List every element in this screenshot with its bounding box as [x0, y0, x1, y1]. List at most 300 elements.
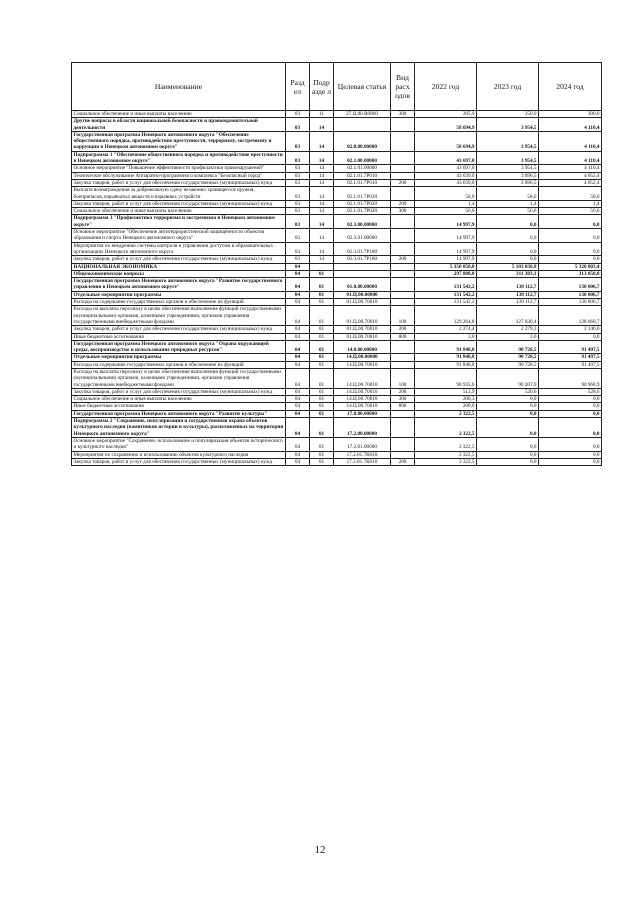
row-year-2023: 130 112,7 — [477, 278, 539, 292]
row-target-article: 01.Ц.00.70010 — [334, 299, 391, 306]
row-year-2023: 0,0 — [477, 410, 539, 417]
row-year-2024: 91 497,5 — [539, 354, 602, 361]
row-name: Мероприятия по сохранению и использованию объектов культурного наследия — [72, 451, 286, 458]
row-year-2024: 4 110,4 — [539, 118, 602, 132]
row-subsection: 01 — [310, 458, 334, 465]
row-year-2023: 0,0 — [477, 256, 539, 263]
row-year-2022: 3,0 — [415, 333, 477, 340]
table-row — [72, 151, 602, 165]
row-year-2023: 3 954,5 — [477, 165, 539, 172]
row-year-2024: 90 968,9 — [539, 368, 602, 388]
header-year-2022: 2022 год — [415, 63, 477, 111]
row-name: Мероприятия по внедрению системы контроля и управления доступом в образовательных организациях Ненецкого автономного округа — [72, 242, 286, 256]
row-subsection: 01 — [310, 396, 334, 403]
row-year-2022: 200,0 — [415, 403, 477, 410]
row-subsection: 01 — [310, 403, 334, 410]
row-section: 03 — [286, 242, 310, 256]
row-subsection: 01 — [310, 410, 334, 417]
table-row — [72, 179, 602, 186]
row-expense-type — [391, 187, 415, 201]
row-name: Отдельные мероприятия программы — [72, 291, 286, 298]
row-section: 04 — [286, 361, 310, 368]
row-year-2022: 58 694,9 — [415, 118, 477, 132]
row-subsection: 14 — [310, 131, 334, 151]
row-target-article: 02.1.00.00000 — [334, 151, 391, 165]
row-section: 03 — [286, 179, 310, 186]
budget-table — [71, 62, 602, 466]
row-year-2024: 1,4 — [539, 200, 602, 207]
row-subsection: 01 — [310, 340, 334, 354]
row-name: Государственная программа Ненецкого автономного округа "Развитие культуры" — [72, 410, 286, 417]
row-year-2022: 91 848,8 — [415, 361, 477, 368]
header-subsection: Подр азде л — [310, 63, 334, 111]
table-row — [72, 340, 602, 354]
row-name: Расходы на содержание государственных органов и обеспечение их функций — [72, 361, 286, 368]
row-year-2024: 0,0 — [539, 418, 602, 438]
row-target-article: 17.2.01.7К010 — [334, 451, 391, 458]
row-section: 04 — [286, 403, 310, 410]
row-target-article: 14.Ц.00.00000 — [334, 354, 391, 361]
row-year-2023: 1,4 — [477, 200, 539, 207]
row-year-2024: 91 497,5 — [539, 340, 602, 354]
row-subsection: 14 — [310, 215, 334, 229]
table-row — [72, 410, 602, 417]
row-subsection: 01 — [310, 418, 334, 438]
row-section: 04 — [286, 278, 310, 292]
row-section: 04 — [286, 333, 310, 340]
header-year-2024: 2024 год — [539, 63, 602, 111]
row-year-2022: 1,4 — [415, 200, 477, 207]
row-year-2023: 56,6 — [477, 208, 539, 215]
table-row — [72, 403, 602, 410]
row-target-article: 01.Ц.00.70010 — [334, 306, 391, 326]
row-year-2022: 2 322,5 — [415, 451, 477, 458]
row-subsection: 01 — [310, 388, 334, 395]
row-subsection: 14 — [310, 200, 334, 207]
row-name: Выплата вознаграждения за добровольную сдачу незаконно хранящегося оружия, боеприпасов, взрывчатых веществ и взрывных устройств — [72, 187, 286, 201]
row-expense-type — [391, 118, 415, 132]
row-name: Иные бюджетные ассигнования — [72, 403, 286, 410]
row-subsection: 01 — [310, 291, 334, 298]
row-year-2024: 58,0 — [539, 187, 602, 201]
row-section: 03 — [286, 187, 310, 201]
row-expense-type: 800 — [391, 403, 415, 410]
row-year-2022: 43 697,0 — [415, 165, 477, 172]
row-expense-type — [391, 229, 415, 243]
table-row — [72, 172, 602, 179]
row-name: Государственная программа Ненецкого автономного округа "Обеспечение общественного порядка, противодействие преступности, терроризму, экстремизму и коррупции в Ненецком автономном округе" — [72, 131, 286, 151]
row-year-2022: 297 808,0 — [415, 270, 477, 277]
table-row — [72, 165, 602, 172]
row-year-2022: 56,6 — [415, 208, 477, 215]
row-section: 03 — [286, 200, 310, 207]
row-year-2023: 130 112,7 — [477, 291, 539, 298]
row-subsection: 14 — [310, 151, 334, 165]
row-name: Закупка товаров, работ и услуг для обеспечения государственных (муниципальных) нужд — [72, 256, 286, 263]
row-year-2022: 43 639,0 — [415, 172, 477, 179]
row-expense-type: 200 — [391, 458, 415, 465]
row-year-2024: 91 497,5 — [539, 361, 602, 368]
row-year-2022: 90 935,6 — [415, 368, 477, 388]
row-subsection: 14 — [310, 242, 334, 256]
row-section: 03 — [286, 229, 310, 243]
table-row — [72, 242, 602, 256]
row-name: Социальное обеспечение и иные выплаты населению — [72, 396, 286, 403]
row-subsection: 01 — [310, 306, 334, 326]
row-year-2022: 512,9 — [415, 388, 477, 395]
row-year-2022: 5 350 056,8 — [415, 263, 477, 270]
row-year-2022: 14 997,9 — [415, 229, 477, 243]
row-year-2024: 0,0 — [539, 333, 602, 340]
row-target-article: 17.2.01.7К010 — [334, 458, 391, 465]
row-target-article: 02.1.01.7Р020 — [334, 200, 391, 207]
row-year-2024: 528,6 — [539, 388, 602, 395]
row-name: Основное мероприятие "Обеспечение антитеррористической защищённости объектов образования и спорта Ненецкого автономного округа" — [72, 229, 286, 243]
row-name: Отдельные мероприятия программы — [72, 354, 286, 361]
row-year-2023: 90 728,5 — [477, 340, 539, 354]
row-year-2023: 3 896,5 — [477, 179, 539, 186]
row-name: Подпрограмма 2 "Сохранение, популяризация и государственная охрана объектов культурного наследия (памятников истории и культуры), расположенных на территории Ненецкого автономного округа" — [72, 418, 286, 438]
row-name: Социальное обеспечение и иные выплаты населению — [72, 208, 286, 215]
row-target-article: 17.2.01.00000 — [334, 437, 391, 451]
row-name: Закупка товаров, работ и услуг для обеспечения государственных (муниципальных) нужд — [72, 326, 286, 333]
row-target-article: 02.0.00.00000 — [334, 131, 391, 151]
table-row — [72, 306, 602, 326]
row-section: 04 — [286, 458, 310, 465]
row-target-article — [334, 118, 391, 132]
row-year-2022: 14 997,9 — [415, 215, 477, 229]
row-target-article — [334, 263, 391, 270]
row-target-article: 14.Ц.00.70010 — [334, 388, 391, 395]
row-year-2022: 205,9 — [415, 111, 477, 118]
row-year-2024: 0,0 — [539, 215, 602, 229]
row-expense-type: 100 — [391, 368, 415, 388]
table-row — [72, 291, 602, 298]
row-year-2022: 200,3 — [415, 396, 477, 403]
table-row — [72, 361, 602, 368]
row-year-2023: 0,0 — [477, 451, 539, 458]
row-expense-type — [391, 410, 415, 417]
row-expense-type — [391, 215, 415, 229]
row-target-article: 14.Ц.00.70010 — [334, 361, 391, 368]
row-name: Закупка товаров, работ и услуг для обеспечения государственных (муниципальных) нужд — [72, 388, 286, 395]
table-body — [72, 111, 602, 466]
row-year-2022: 91 848,8 — [415, 354, 477, 361]
row-subsection: 01 — [310, 368, 334, 388]
row-subsection: 14 — [310, 118, 334, 132]
row-subsection: 14 — [310, 179, 334, 186]
row-year-2023: 90 728,5 — [477, 354, 539, 361]
row-section: 04 — [286, 263, 310, 270]
row-year-2024: 4 052,4 — [539, 179, 602, 186]
row-section: 04 — [286, 388, 310, 395]
row-year-2023: 0,0 — [477, 437, 539, 451]
row-section: 03 — [286, 172, 310, 179]
row-year-2024: 4 052,4 — [539, 172, 602, 179]
table-row — [72, 388, 602, 395]
row-year-2022: 58,0 — [415, 187, 477, 201]
row-year-2024: 0,0 — [539, 242, 602, 256]
row-section: 04 — [286, 340, 310, 354]
row-subsection: 01 — [310, 326, 334, 333]
row-year-2023: 0,0 — [477, 396, 539, 403]
row-subsection: 14 — [310, 187, 334, 201]
row-section: 04 — [286, 368, 310, 388]
row-year-2024: 0,0 — [539, 229, 602, 243]
row-subsection: 14 — [310, 229, 334, 243]
table-row — [72, 270, 602, 277]
table-row — [72, 326, 602, 333]
row-section: 03 — [286, 118, 310, 132]
row-subsection: 01 — [310, 278, 334, 292]
table-row — [72, 215, 602, 229]
row-target-article: 02.3.00.00000 — [334, 215, 391, 229]
row-name: Другие вопросы в области национальной безопасности и правоохранительной деятельности — [72, 118, 286, 132]
row-name: Государственная программа Ненецкого автономного округа "Охрана окружающей среды, воспроизводство и использование природных ресурсов" — [72, 340, 286, 354]
row-year-2022: 91 848,8 — [415, 340, 477, 354]
header-year-2023: 2023 год — [477, 63, 539, 111]
table-row — [72, 229, 602, 243]
row-year-2024: 2 146,0 — [539, 326, 602, 333]
row-year-2024: 4 110,4 — [539, 131, 602, 151]
row-year-2024: 4 110,4 — [539, 165, 602, 172]
row-year-2022: 14 997,9 — [415, 256, 477, 263]
row-section: 04 — [286, 418, 310, 438]
row-expense-type: 200 — [391, 388, 415, 395]
table-row — [72, 437, 602, 451]
row-section: 04 — [286, 437, 310, 451]
row-name: Расходы на содержание государственных органов и обеспечение их функций — [72, 299, 286, 306]
table-row — [72, 451, 602, 458]
row-name: Закупка товаров, работ и услуг для обеспечения государственных (муниципальных) нужд — [72, 458, 286, 465]
row-expense-type — [391, 437, 415, 451]
row-subsection: 14 — [310, 256, 334, 263]
row-subsection: 01 — [310, 270, 334, 277]
row-expense-type — [391, 172, 415, 179]
row-year-2023: 0,0 — [477, 242, 539, 256]
row-section: 04 — [286, 291, 310, 298]
header-section: Разд ел — [286, 63, 310, 111]
row-section: 04 — [286, 410, 310, 417]
row-year-2022: 131 542,2 — [415, 278, 477, 292]
row-year-2022: 43 639,0 — [415, 179, 477, 186]
row-expense-type — [391, 131, 415, 151]
row-subsection: 01 — [310, 354, 334, 361]
row-subsection: 11 — [310, 111, 334, 118]
row-subsection: 14 — [310, 172, 334, 179]
row-section: 03 — [286, 165, 310, 172]
row-year-2024: 0,0 — [539, 410, 602, 417]
page-number: 12 — [314, 844, 326, 856]
row-year-2022: 2 322,5 — [415, 458, 477, 465]
row-year-2024: 128 660,7 — [539, 306, 602, 326]
row-section: 03 — [286, 215, 310, 229]
row-year-2022: 2 274,4 — [415, 326, 477, 333]
row-subsection — [310, 263, 334, 270]
row-year-2023: 0,0 — [477, 403, 539, 410]
row-year-2022: 58 694,9 — [415, 131, 477, 151]
row-name: Закупка товаров, работ и услуг для обеспечения государственных (муниципальных) нужд — [72, 200, 286, 207]
row-name: Подпрограмма 1 "Обеспечение общественного порядка и противодействие преступности в Ненецком автономном округе" — [72, 151, 286, 165]
row-year-2023: 520,6 — [477, 388, 539, 395]
row-section: 04 — [286, 326, 310, 333]
row-year-2023: 0,0 — [477, 418, 539, 438]
row-year-2022: 129 264,8 — [415, 306, 477, 326]
row-name: Закупка товаров, работ и услуг для обеспечения государственных (муниципальных) нужд — [72, 179, 286, 186]
row-name: Иные бюджетные ассигнования — [72, 333, 286, 340]
row-year-2023: 3 954,5 — [477, 118, 539, 132]
row-target-article: 14.Ц.00.70010 — [334, 368, 391, 388]
row-expense-type — [391, 278, 415, 292]
row-target-article: 01.0.00.00000 — [334, 278, 391, 292]
row-expense-type — [391, 451, 415, 458]
table-row — [72, 458, 602, 465]
row-year-2023: 250,0 — [477, 111, 539, 118]
row-expense-type: 300 — [391, 396, 415, 403]
row-target-article — [334, 270, 391, 277]
row-year-2023: 0,0 — [477, 458, 539, 465]
row-subsection: 14 — [310, 165, 334, 172]
table-row — [72, 418, 602, 438]
row-expense-type: 200 — [391, 256, 415, 263]
row-section: 04 — [286, 270, 310, 277]
row-year-2024: 0,0 — [539, 396, 602, 403]
row-expense-type — [391, 263, 415, 270]
row-subsection: 01 — [310, 299, 334, 306]
row-section: 03 — [286, 208, 310, 215]
row-target-article: 01.Ц.00.70010 — [334, 326, 391, 333]
row-expense-type: 800 — [391, 333, 415, 340]
row-target-article: 14.0.00.00000 — [334, 340, 391, 354]
row-target-article: 14.Ц.00.70010 — [334, 403, 391, 410]
row-section: 04 — [286, 396, 310, 403]
row-year-2024: 5 320 803,4 — [539, 263, 602, 270]
row-section: 04 — [286, 306, 310, 326]
row-expense-type: 200 — [391, 326, 415, 333]
table-header-row — [72, 63, 602, 111]
row-section: 04 — [286, 451, 310, 458]
row-expense-type: 200 — [391, 179, 415, 186]
row-target-article: 02.3.01.00000 — [334, 229, 391, 243]
row-section: 03 — [286, 256, 310, 263]
row-subsection: 01 — [310, 361, 334, 368]
row-name: Государственная программа Ненецкого автономного округа "Развитие государственного управления в Ненецком автономном округе" — [72, 278, 286, 292]
row-year-2022: 14 997,9 — [415, 242, 477, 256]
row-year-2024: 130 806,7 — [539, 278, 602, 292]
row-year-2023: 3,0 — [477, 333, 539, 340]
row-target-article: 01.Ц.00.70010 — [334, 333, 391, 340]
row-name: Основное мероприятие "Повышение эффективности профилактики правонарушений" — [72, 165, 286, 172]
row-year-2022: 131 542,2 — [415, 291, 477, 298]
row-year-2023: 311 383,1 — [477, 270, 539, 277]
row-year-2023: 58,0 — [477, 187, 539, 201]
table-row — [72, 131, 602, 151]
row-year-2023: 2 279,3 — [477, 326, 539, 333]
row-year-2024: 0,0 — [539, 458, 602, 465]
row-expense-type — [391, 242, 415, 256]
row-name: Подпрограмма 3 "Профилактика терроризма и экстремизма в Ненецком автономном округе" — [72, 215, 286, 229]
row-year-2024: 300,0 — [539, 111, 602, 118]
row-target-article: 02.1.01.7Р010 — [334, 179, 391, 186]
table-row — [72, 299, 602, 306]
row-expense-type — [391, 291, 415, 298]
row-expense-type — [391, 418, 415, 438]
row-year-2024: 56,6 — [539, 208, 602, 215]
table-row — [72, 263, 602, 270]
row-section: 04 — [286, 354, 310, 361]
row-target-article: 02.3.01.7Р180 — [334, 256, 391, 263]
row-target-article: 27.Ц.00.R0860 — [334, 111, 391, 118]
row-year-2022: 2 322,5 — [415, 418, 477, 438]
table-row — [72, 278, 602, 292]
row-target-article: 17.0.00.00000 — [334, 410, 391, 417]
row-year-2023: 5 103 038,8 — [477, 263, 539, 270]
row-subsection: 01 — [310, 333, 334, 340]
row-year-2023: 90 728,5 — [477, 361, 539, 368]
row-target-article: 02.1.01.7Р010 — [334, 172, 391, 179]
header-expense-type: Вид расх одов — [391, 63, 415, 111]
table-row — [72, 118, 602, 132]
row-expense-type: 200 — [391, 200, 415, 207]
row-year-2024: 0,0 — [539, 256, 602, 263]
row-year-2024: 0,0 — [539, 403, 602, 410]
row-expense-type — [391, 361, 415, 368]
row-year-2022: 131 542,2 — [415, 299, 477, 306]
row-expense-type — [391, 270, 415, 277]
row-name: Основное мероприятие "Сохранение, использование и популяризация объектов исторического и культурного наследия" — [72, 437, 286, 451]
row-year-2022: 43 697,0 — [415, 151, 477, 165]
row-expense-type: 300 — [391, 111, 415, 118]
row-expense-type: 100 — [391, 306, 415, 326]
row-expense-type — [391, 340, 415, 354]
table-row — [72, 396, 602, 403]
header-name: Наименование — [72, 63, 286, 111]
row-subsection: 14 — [310, 208, 334, 215]
row-target-article: 02.3.01.7Р180 — [334, 242, 391, 256]
row-expense-type — [391, 354, 415, 361]
row-name: Техническое обслуживание Аппаратно-программного комплекса "Безопасный город" — [72, 172, 286, 179]
budget-table-page — [71, 62, 601, 466]
row-year-2023: 0,0 — [477, 215, 539, 229]
row-year-2024: 130 806,7 — [539, 291, 602, 298]
table-row — [72, 256, 602, 263]
row-expense-type — [391, 151, 415, 165]
table-row — [72, 187, 602, 201]
row-target-article: 02.1.01.7Р020 — [334, 208, 391, 215]
table-row — [72, 111, 602, 118]
row-section: 04 — [286, 299, 310, 306]
table-row — [72, 208, 602, 215]
row-expense-type: 300 — [391, 208, 415, 215]
row-expense-type — [391, 299, 415, 306]
row-year-2024: 4 110,4 — [539, 151, 602, 165]
row-year-2023: 0,0 — [477, 229, 539, 243]
row-year-2023: 127 830,4 — [477, 306, 539, 326]
row-year-2023: 90 207,9 — [477, 368, 539, 388]
row-name: Расходы на выплаты персоналу в целях обеспечения выполнения функций государственными (муниципальными) органами, казенными учреждениями, органами управления государственными внебюджетными фондами — [72, 306, 286, 326]
table-row — [72, 368, 602, 388]
row-year-2024: 313 050,0 — [539, 270, 602, 277]
table-row — [72, 200, 602, 207]
row-year-2024: 0,0 — [539, 451, 602, 458]
row-year-2022: 2 322,5 — [415, 437, 477, 451]
row-name: Расходы на выплаты персоналу в целях обеспечения выполнения функций государственными (муниципальными) органами, казенными учреждениями, органами управления государственными внебюджетными фондами — [72, 368, 286, 388]
row-year-2024: 0,0 — [539, 437, 602, 451]
header-target-article: Целевая статья — [334, 63, 391, 111]
row-expense-type — [391, 165, 415, 172]
row-year-2023: 3 954,5 — [477, 131, 539, 151]
row-year-2023: 3 954,5 — [477, 151, 539, 165]
